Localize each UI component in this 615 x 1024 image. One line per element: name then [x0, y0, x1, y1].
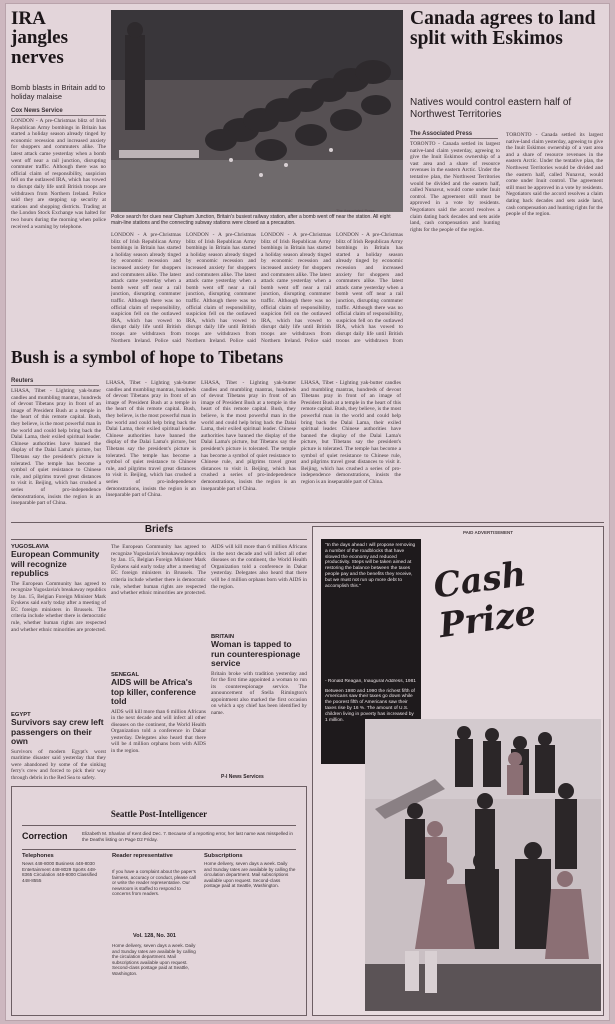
brief-label: EGYPT: [11, 712, 31, 718]
police-search-photo: [111, 10, 403, 212]
reader-rep-body: If you have a complaint about the paper's fairness, accuracy or conduct, please call or write the reader representative. Our newsroom is staffed to respond to concerns from readers.: [112, 869, 197, 897]
brief-yugoslavia: [11, 544, 106, 721]
correction-box: [11, 786, 307, 1016]
brief-senegal-cont: AIDS will kill more than 6 million Africans in the next decade and will infect all other diseases on the continent, the World Health Organization told a conference in Dakar yesterday. Delegates also heard that there will be 4 million orphans born with AIDS in the region.: [211, 544, 307, 590]
quote-attribution: - Ronald Reagan, Inaugural Address, 1981: [325, 679, 416, 684]
canada-body-col2: TORONTO - Canada settled its largest native-land claim yesterday, agreeing to give the Inuit Eskimos ownership of a vast area and a share of resource revenues in the eastern Arctic. Under the tentative plan, the Northwest Territories would be divided and the eastern half, called Nunavut, would come under Inuit control. The agreement still must be approved in a vote by residents. Negotiators said the accord resolves a claim dating back decades and sets aside land, cash compensation and hunting rights for the people of the region.: [506, 132, 603, 218]
brief-head: European Community will recognize republics: [11, 549, 100, 578]
masthead-rule: [22, 825, 296, 826]
ira-byline: Cox News Service: [11, 108, 106, 116]
brief-head: Woman is tapped to run counterespionage service: [211, 639, 301, 668]
photo-caption: Police search for clues near Clapham Junction, Britain's busiest railway station, after a bomb went off near the station. All eight main-line stations and the connecting subway stations were closed as a precaution.: [111, 214, 391, 226]
brief-body: Britain broke with tradition yesterday and for the first time appointed a woman to run its counterespionage service. The announcement of Stella Rimington's appointment also marked the first occasion on which a spy chief has been identified by name.: [211, 670, 307, 717]
reagan-quote: "In the days ahead I will propose removing a number of the roadblocks that have slowed the economy and reduced productivity. Steps will be taken aimed at restoring the balance between the taxes people pay and the benefits they receive, but we must not run up more debt to accomplish this.": [325, 543, 416, 589]
telephones-title: Telephones: [22, 853, 54, 859]
ira-body-col5: LONDON - A pre-Christmas blitz of Irish Republican Army bombings in Britain has started a holiday season already tinged by economic recession and increased anxiety for shoppers and commuters alike. The latest attack came yesterday when a bomb went off near a rail junction, disrupting commuter traffic. Although there was no official claim of responsibility, suspicion fell on the outlawed IRA, which has vowed to disrupt daily life until British troops are withdrawn from: [336, 232, 403, 342]
brief-head: Survivors say crew left passengers on their own: [11, 717, 104, 746]
bush-body-col2: LHASA, Tibet - Lighting yak-butter candles and mumbling mantras, hundreds of devout Tibetans pray in front of an image of President Bush at a temple in the heart of this remote capital. Bush, they believe, is the most powerful man in the world and could help bring back the Dalai Lama, their exiled spiritual leader. Chinese authorities have banned the display of the Dalai Lama's picture, but Tibetans say the president's picture is tolerated. The temple has become a symbol of quiet resistance to Chinese rule, and pilgrims travel great distances to visit it. Beijing, which has crushed a series of pro-independence demonstrations, insists the region is an inseparable part of China.: [106, 380, 196, 499]
briefs-rule: [11, 539, 307, 540]
briefs-title: Briefs: [144, 524, 174, 535]
bush-byline: Reuters: [11, 378, 99, 386]
brief-body: AIDS will kill more than 6 million Africans in the next decade and will infect all other diseases on the continent, the World Health Organization told a conference in Dakar yesterday. Delegates also heard that there will be 4 million orphans born with AIDS in the region.: [111, 708, 206, 755]
briefs-credit: P-I News Services: [221, 774, 264, 780]
bush-body-col4: LHASA, Tibet - Lighting yak-butter candles and mumbling mantras, hundreds of devout Tibetans pray in front of an image of President Bush at a temple in the heart of this remote capital. Bush, they believe, is the most powerful man in the world and could help bring back the Dalai Lama, their exiled spiritual leader. Chinese authorities have banned the display of the Dalai Lama's picture, but Tibetans say the president's picture is tolerated. The temple has become a symbol of quiet resistance to Chinese rule, and pilgrims travel great distances to visit it. Beijing, which has crushed a series of pro-independence demonstrations, insists the region is an inseparable part of China.: [301, 380, 401, 485]
ira-deck: Bomb blasts in Britain add to holiday malaise: [11, 83, 106, 101]
bush-headline: Bush is a symbol of hope to Tibetans: [11, 347, 284, 367]
ira-body-col3: LONDON - A pre-Christmas blitz of Irish Republican Army bombings in Britain has started a holiday season already tinged by economic recession and increased anxiety for shoppers and commuters alike. The latest attack came yesterday when a bomb went off near a rail junction, disrupting commuter traffic. Although there was no official claim of responsibility, suspicion fell on the outlawed IRA, which has vowed to disrupt daily life until British troops are withdrawn from Northern Ireland. Police said: [186, 232, 256, 342]
brief-britain: [211, 634, 307, 776]
cash-prize-ad: [312, 526, 604, 1016]
reader-rep-body-cont: Home delivery, seven days a week. Daily and Sunday rates are available by calling the circulation department. Mail subscriptions available upon request. Second-class postage paid at Seattle, Washington.: [112, 943, 196, 976]
group-photo: [365, 719, 601, 1011]
brief-yugoslavia-cont: The European Community has agreed to recognize Yugoslavia's breakaway republics by Jan. 15, Belgian Foreign Minister Mark Eyskens said early today after a meeting of EC foreign ministers in Brussels. The criteria include whether there is democratic rule, whether human rights are respected and whether ethnic minorities are protected.: [111, 544, 206, 597]
reader-rep-title: Reader representative: [112, 853, 173, 859]
brief-label: BRITAIN: [211, 634, 235, 640]
newspaper-page: [6, 4, 609, 1020]
canada-body: TORONTO - Canada settled its largest native-land claim yesterday, agreeing to give the Inuit Eskimos ownership of a vast area and a share of resource revenues in the eastern Arctic. Under the tentative plan, the Northwest Territories would be divided and the eastern half, called Nunavut, would come under Inuit control. The agreement still must be approved in a vote by residents. Negotiators said the accord resolves a claim dating back decades and sets aside land, cash compensation and hunting rights for the people of the region.: [410, 141, 500, 233]
brief-label: SENEGAL: [111, 672, 140, 678]
ira-headline: IRA jangles nerves: [11, 8, 68, 68]
bush-body-col3: LHASA, Tibet - Lighting yak-butter candles and mumbling mantras, hundreds of devout Tibetans pray in front of an image of President Bush at a temple in the heart of this remote capital. Bush, they believe, is the most powerful man in the world and could help bring back the Dalai Lama, their exiled spiritual leader. Chinese authorities have banned the display of the Dalai Lama's picture, but Tibetans say the president's picture is tolerated. The temple has become a symbol of quiet resistance to Chinese rule, and pilgrims travel great distances to visit it. Beijing, which has crushed a series of pro-independence demonstrations, insists the region is an inseparable part of China.: [201, 380, 296, 492]
correction-text: Elizabeth M. Shanlan of Kent died Dec. 7. Because of a reporting error, her last name was misspelled in the Deaths listing on Page D2 Friday.: [82, 831, 293, 842]
ad-label: PAID ADVERTISEMENT: [463, 530, 514, 535]
volume-number: Vol. 128, No. 301: [132, 933, 176, 939]
subscriptions-title: Subscriptions: [204, 853, 243, 859]
ira-body-col4: LONDON - A pre-Christmas blitz of Irish Republican Army bombings in Britain has started a holiday season already tinged by economic recession and increased anxiety for shoppers and commuters alike. The latest attack came yesterday when a bomb went off near a rail junction, disrupting commuter traffic. Although there was no official claim of responsibility, suspicion fell on the outlawed IRA, which has vowed to disrupt daily life until British troops are withdrawn from Northern Ireland. Police said: [261, 232, 331, 342]
masthead: Seattle Post-Intelligencer: [110, 809, 208, 819]
subscriptions-body: Home delivery, seven days a week. Daily and Sunday rates are available by calling the circulation department. Mail subscriptions available upon request. Second-class postage paid at Seattle, Washington.: [204, 861, 296, 889]
brief-senegal: [111, 672, 206, 804]
section-divider: [11, 522, 604, 523]
brief-body: Survivors of modern Egypt's worst maritime disaster said yesterday that they were abandoned by some of the sinking ferry's crew and forced to pick their way through debris in the Red Sea to safety.: [11, 748, 106, 781]
bush-body: LHASA, Tibet - Lighting yak-butter candles and mumbling mantras, hundreds of devout Tibetans pray in front of an image of President Bush at a temple in the heart of this remote capital. Bush, they believe, is the most powerful man in the world and could help bring back the Dalai Lama, their exiled spiritual leader. Chinese authorities have banned the display of the Dalai Lama's picture, but Tibetans say the president's picture is tolerated. The temple has become a symbol of quiet resistance to Chinese rule, and pilgrims travel great distances to visit it. Beijing, which has crushed a series of pro-independence demonstrations, insists the region is an inseparable part of China.: [11, 388, 101, 507]
canada-headline: Canada agrees to land split with Eskimos: [410, 8, 596, 49]
tax-statistics: Between 1980 and 1990 the richest fifth of Americans saw their taxes go down while the poorest fifth of Americans saw their taxes rise by 16 %. The amount of U.S. children living in poverty has increased by 1 million.: [325, 688, 415, 723]
brief-head: AIDS will be Africa's top killer, conference told: [111, 677, 197, 706]
ira-body: LONDON - A pre-Christmas blitz of Irish Republican Army bombings in Britain has started a holiday season already tinged by economic recession and increased anxiety for shoppers and commuters alike. The latest attack came yesterday when a bomb went off near a rail junction, disrupting commuter traffic. Although there was no official claim of responsibility, suspicion fell on the outlawed IRA, which has vowed to disrupt daily life until British troops are withdrawn from Northern Ireland. Police said they are stepping up security at stations and shopping districts. Trading at the London Stock Exchange was halted for two hours during the morning when police received a warning by telephone.: [11, 118, 106, 230]
canada-byline: The Associated Press: [410, 131, 498, 139]
cash-prize-title: Cash Prize: [431, 554, 539, 647]
brief-label: YUGOSLAVIA: [11, 544, 49, 550]
canada-deck: Natives would control eastern half of Northwest Territories: [410, 97, 572, 120]
correction-rule: [22, 849, 296, 850]
brief-body: The European Community has agreed to recognize Yugoslavia's breakaway republics by Jan. 15, Belgian Foreign Minister Mark Eyskens said early today after a meeting of EC foreign ministers in Brussels. The criteria include whether there is democratic rule, whether human rights are respected and whether ethnic minorities are protected.: [11, 580, 106, 633]
telephones-list: News 448-8000 Business 448-8030 Entertainment 448-8029 Sports 448-8365 Circulation 448-8000 Classified 448-8555: [22, 861, 98, 883]
correction-title: Correction: [22, 831, 68, 841]
photo-credit: The Associated Press: [336, 208, 375, 213]
ira-body-col2: LONDON - A pre-Christmas blitz of Irish Republican Army bombings in Britain has started a holiday season already tinged by economic recession and increased anxiety for shoppers and commuters alike. The latest attack came yesterday when a bomb went off near a rail junction, disrupting commuter traffic. Although there was no official claim of responsibility, suspicion fell on the outlawed IRA, which has vowed to disrupt daily life until British troops are withdrawn from Northern Ireland. Police said: [111, 232, 181, 342]
